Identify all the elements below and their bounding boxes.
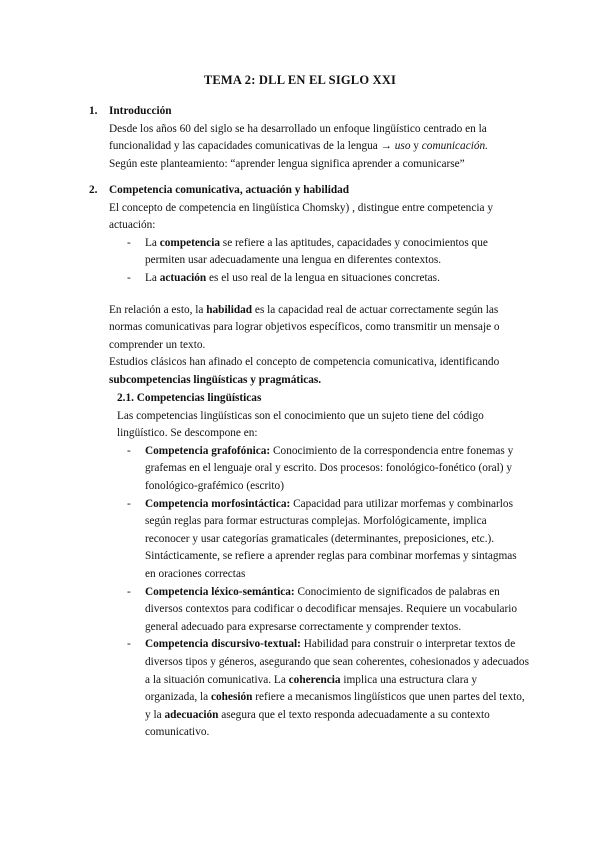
item-text: se refiere a las aptitudes, capacidades y conocimientos que permiten usar adecuadamente una lengua en diferentes contextos. (145, 236, 488, 267)
paragraph: Las competencias lingüísticas son el conocimiento que un sujeto tiene del código lingüístico. Se descompone en: (117, 409, 484, 440)
paragraph-text: Desde los años 60 del siglo se ha desarrollado un enfoque lingüístico centrado en la funcionalidad y las capacidades comunicativas de la lengua (109, 122, 487, 153)
item-text: implica una estructura clara y organizada, la (145, 673, 477, 704)
dash-bullet: - (127, 638, 131, 651)
bold-term: Competencia grafofónica: (145, 444, 271, 457)
item-text: La (145, 271, 160, 284)
list-item (127, 270, 529, 288)
bold-term: Competencia discursivo-textual: (145, 638, 301, 651)
item-text: es el uso real de la lengua en situaciones concretas. (206, 271, 440, 284)
section-competencias-linguisticas (117, 390, 529, 742)
list-item (127, 235, 529, 270)
paragraph (109, 121, 529, 156)
paragraph (109, 302, 529, 355)
bullet-list (127, 235, 529, 288)
paragraph: Según este planteamiento: “aprender lengua significa aprender a comunicarse” (109, 157, 465, 170)
dash-bullet: - (127, 271, 131, 284)
subsection-heading: 2.1. Competencias lingüísticas (117, 392, 262, 404)
paragraph-text: y (410, 140, 422, 153)
page-title: TEMA 2: DLL EN EL SIGLO XXI (203, 73, 397, 87)
paragraph-text: En relación a esto, la (109, 303, 207, 316)
section-heading: Competencia comunicativa, actuación y habilidad (109, 184, 350, 196)
bold-term: Competencia morfosintáctica: (145, 497, 291, 510)
item-text: Capacidad para utilizar morfemas y combinarlos según reglas para formar estructuras complejas. Morfológicamente, implica reconocer y usar categorías gramaticales (determinantes, preposiciones, etc.). Sintácticamente, se refiere a aprender reglas para combinar morfemas y sintagmas en oraciones correctas (145, 497, 517, 580)
item-text: Conocimiento de la correspondencia entre fonemas y grafemas en el lenguaje oral y escrito. Dos procesos: fonológico-fonético (oral) y fonológico-grafémico (escrito) (145, 444, 514, 492)
item-text: La (145, 236, 160, 249)
paragraph-text: es la capacidad real de actuar correctamente según las normas comunicativas para lograr objetivos específicos, como transmitir un mensaje o comprender un texto. (109, 303, 500, 351)
bold-term: competencia (159, 236, 220, 249)
bold-term: subcompetencias lingüísticas y pragmáticas. (109, 373, 322, 386)
item-text: Habilidad para construir o interpretar textos de diversos tipos y géneros, asegurando que sean coherentes, cohesionados y adecuados a la situación comunicativa. La (145, 638, 529, 686)
item-text: asegura que el texto responda adecuadamente a su contexto comunicativo. (145, 708, 490, 739)
bold-term: coherencia (288, 673, 341, 686)
bold-term: cohesión (210, 691, 253, 704)
italic-term: comunicación. (421, 140, 488, 153)
section-number: 1. (89, 105, 98, 117)
item-text: Conocimiento de significados de palabras en diversos contextos para codificar o decodificar mensajes. Requiere un vocabulario general adecuado para expresarse correctamente y comprender textos. (145, 585, 518, 633)
dash-bullet: - (127, 236, 131, 249)
bold-term: habilidad (206, 303, 253, 316)
bold-term: actuación (159, 271, 207, 284)
list-item (127, 636, 529, 742)
paragraph-text: Estudios clásicos han afinado el concepto de competencia comunicativa, identificando (109, 356, 500, 369)
dash-bullet: - (127, 497, 131, 510)
section-competencia (89, 182, 529, 390)
list-item (127, 443, 529, 496)
list-item (127, 584, 529, 637)
paragraph (109, 354, 529, 389)
bold-term: adecuación (164, 708, 219, 721)
section-number: 2. (89, 184, 98, 196)
dash-bullet: - (127, 444, 131, 457)
arrow-symbol: → (380, 140, 392, 153)
dash-bullet: - (127, 585, 131, 598)
italic-term: uso (394, 140, 411, 153)
section-heading: Introducción (109, 105, 172, 117)
item-text: refiere a mecanismos lingüísticos que unen partes del texto, y la (145, 691, 525, 721)
bold-term: Competencia léxico-semántica: (145, 585, 295, 598)
paragraph: El concepto de competencia en lingüística Chomsky) , distingue entre competencia y actuación: (109, 201, 493, 232)
section-introduccion (89, 103, 529, 173)
list-item (127, 496, 529, 584)
bullet-list (127, 443, 529, 742)
